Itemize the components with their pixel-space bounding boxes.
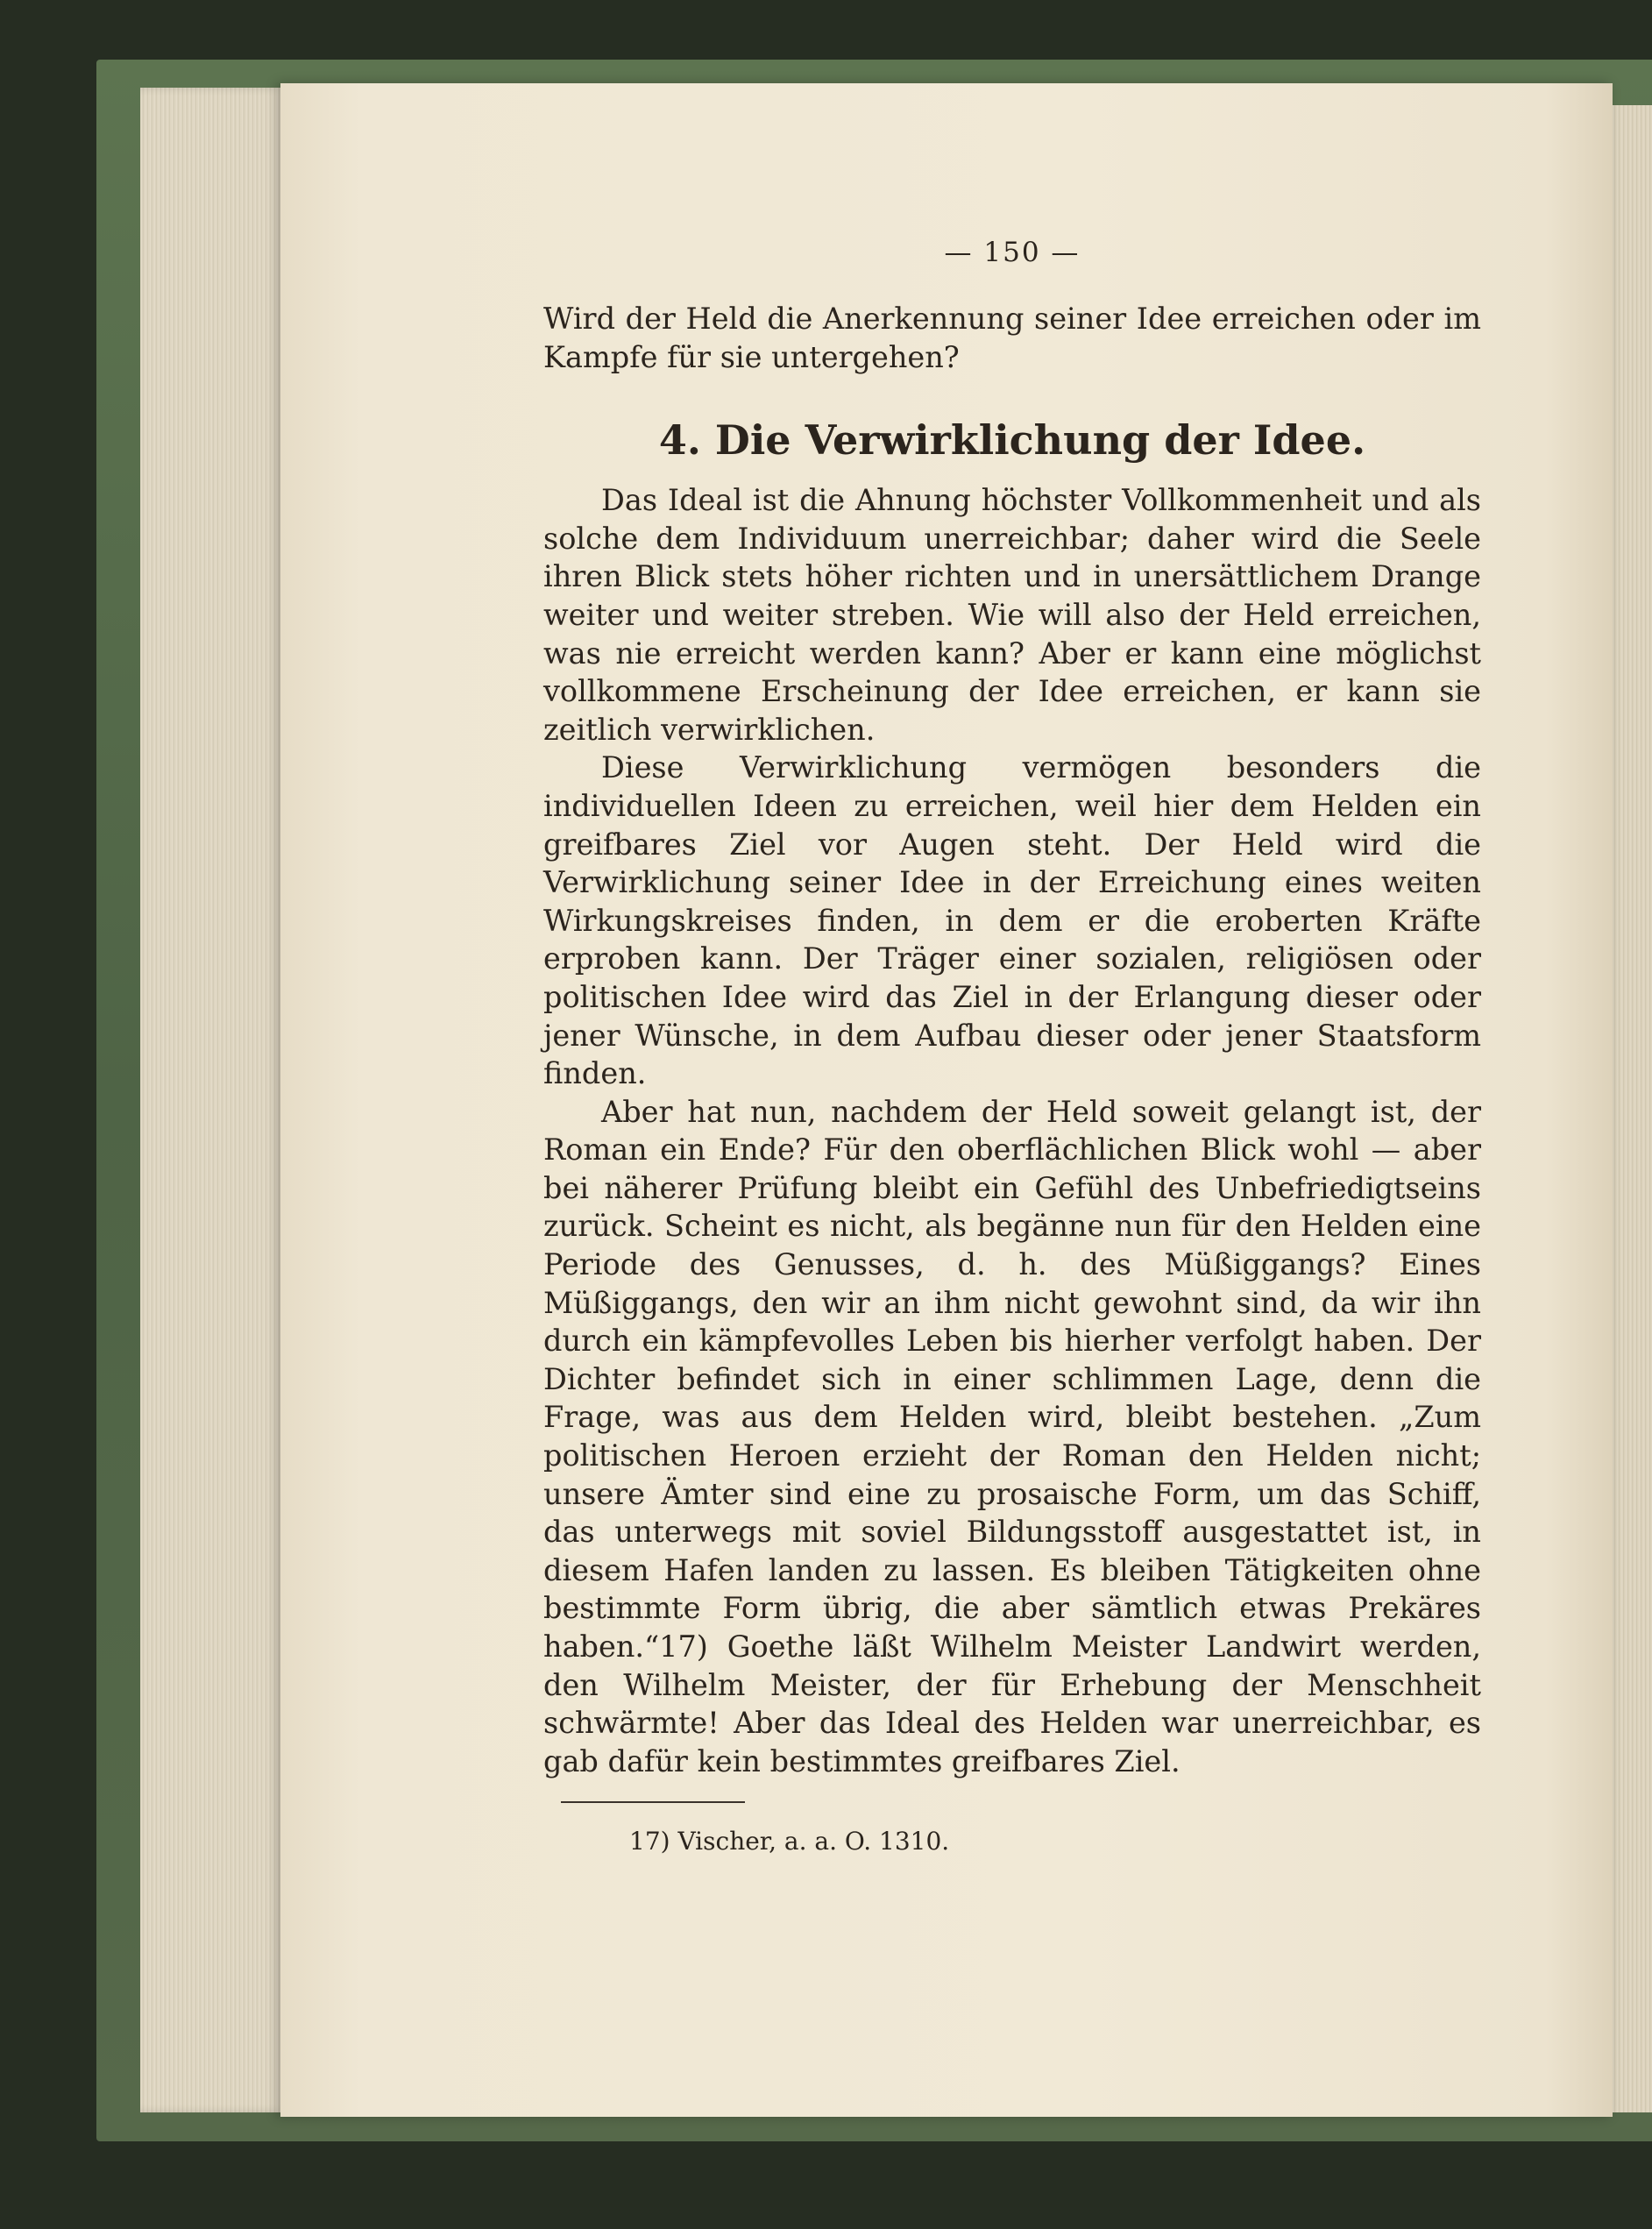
text-block (543, 237, 1481, 1857)
paragraph-2: Diese Verwirklichung vermögen besonders die individuellen Ideen zu erreichen, weil hier dem Helden ein greifbares Ziel vor Augen steht. Der Held wird die Verwirklichung seiner Idee in der Erreichung eines weiten Wirkungskreises finden, in dem er die eroberten Kräfte erproben kann. Der Träger einer sozialen, religiösen oder politischen Idee wird das Ziel in der Erlangung dieser oder jener Wünsche, in dem Aufbau dieser oder jener Staatsform finden. (543, 750, 1481, 1091)
paragraph-3: Aber hat nun, nachdem der Held soweit gelangt ist, der Roman ein Ende? Für den oberflächlichen Blick wohl — aber bei näherer Prüfung bleibt ein Gefühl des Unbefriedigtseins zurück. Scheint es nicht, als begänne nun für den Helden eine Periode des Genusses, d. h. des Müßiggangs? Eines Müßiggangs, den wir an ihm nicht gewohnt sind, da wir ihn durch ein kämpfevolles Leben bis hierher verfolgt haben. Der Dichter befindet sich in einer schlimmen Lage, denn die Frage, was aus dem Helden wird, bleibt bestehen. „Zum politischen Heroen erzieht der Roman den Helden nicht; unsere Ämter sind eine zu prosaische Form, um das Schiff, das unterwegs mit soviel Bildungsstoff ausgestattet ist, in diesem Hafen landen zu lassen. Es bleiben Tätigkeiten ohne bestimmte Form übrig, die aber sämtlich etwas Prekäres haben.“17) Goethe läßt Wilhelm Meister Landwirt werden, den Wilhelm Meister, der für Erhebung der Menschheit schwärmte! Aber das Ideal des Helden war unerreichbar, es gab dafür kein bestimmtes greifbares Ziel. (543, 1094, 1481, 1778)
section-heading: 4. Die Verwirklichung der Idee. (658, 416, 1366, 465)
footnote-rule (561, 1801, 745, 1803)
page-number: — 150 — (944, 237, 1081, 268)
right-page-edges (1611, 105, 1652, 2112)
footnote: 17) Vischer, a. a. O. 1310. (629, 1827, 950, 1856)
opening-paragraph: Wird der Held die Anerkennung seiner Idee erreichen oder im Kampfe für sie untergehen? (543, 302, 1481, 374)
page-edges (140, 88, 298, 2112)
paragraph-1: Das Ideal ist die Ahnung höchster Vollkommenheit und als solche dem Individuum unerreichbar; daher wird die Seele ihren Blick stets höher richten und in unersättlichem Drange weiter und weiter streben. Wie will also der Held erreichen, was nie erreicht werden kann? Aber er kann eine möglichst vollkommene Erscheinung der Idee erreichen, er kann sie zeitlich verwirklichen. (543, 483, 1481, 747)
